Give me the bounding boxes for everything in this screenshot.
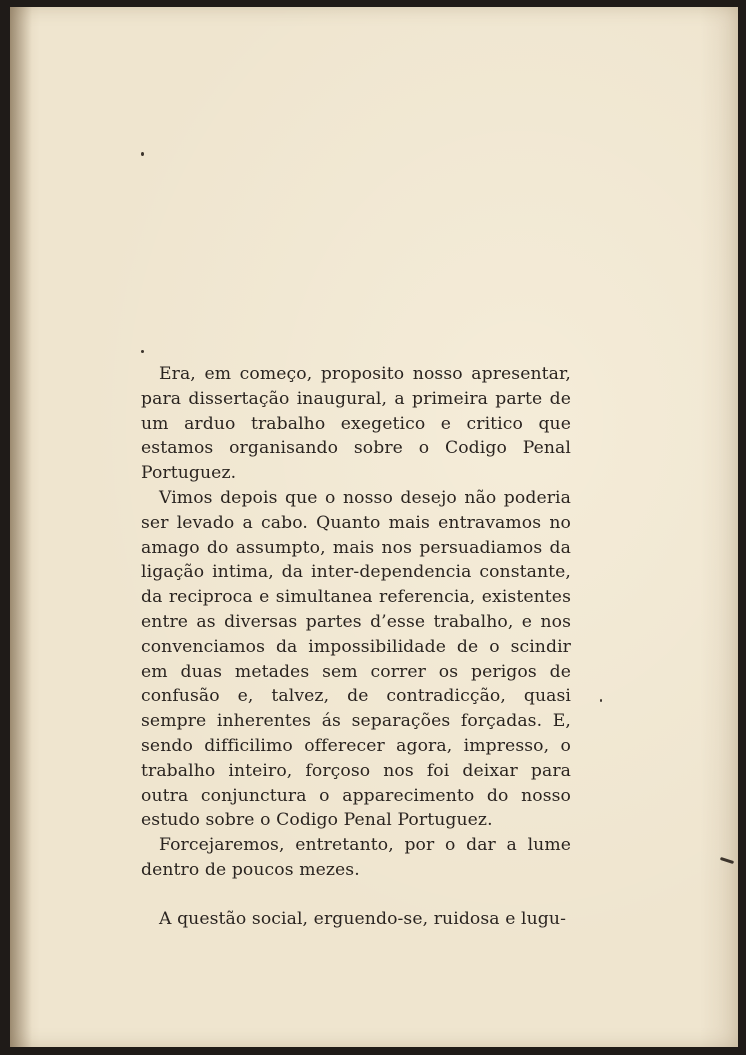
ink-speck (141, 350, 144, 353)
book-page (10, 7, 738, 1047)
spine-shadow (10, 7, 32, 1047)
paragraph-4: A questão social, erguendo-se, ruidosa e lugu- (159, 908, 566, 929)
paragraph-3: Forcejaremos, entretanto, por o dar a lume dentro de poucos mezes. (141, 835, 571, 880)
ink-speck (141, 152, 144, 156)
paragraph-2: Vimos depois que o nosso desejo não poderia ser levado a cabo. Quanto mais entravamos no amago do assumpto, mais nos persuadiamos da ligação intima, da inter-dependencia constante, da reciproca e simultanea referencia, existentes entre as diversas partes d’esse trabalho, e nos convenciamos da impossibilidade de o scindir em duas metades sem correr os perigos de confusão e, talvez, de contradicção, quasi sempre inherentes ás separações forçadas. E, sendo difficilimo offerecer agora, impresso, o trabalho inteiro, forçoso nos foi deixar para outra conjunctura o apparecimento do nosso estudo sobre o Codigo Penal Portuguez. (141, 487, 571, 831)
body-text (141, 362, 571, 932)
paragraph-1: Era, em começo, proposito nosso apresentar, para dissertação inaugural, a primeira parte de um arduo trabalho exegetico e critico que estamos organisando sobre o Codigo Penal Portuguez. (141, 364, 571, 484)
ink-speck (600, 699, 602, 702)
ink-speck (720, 857, 734, 864)
